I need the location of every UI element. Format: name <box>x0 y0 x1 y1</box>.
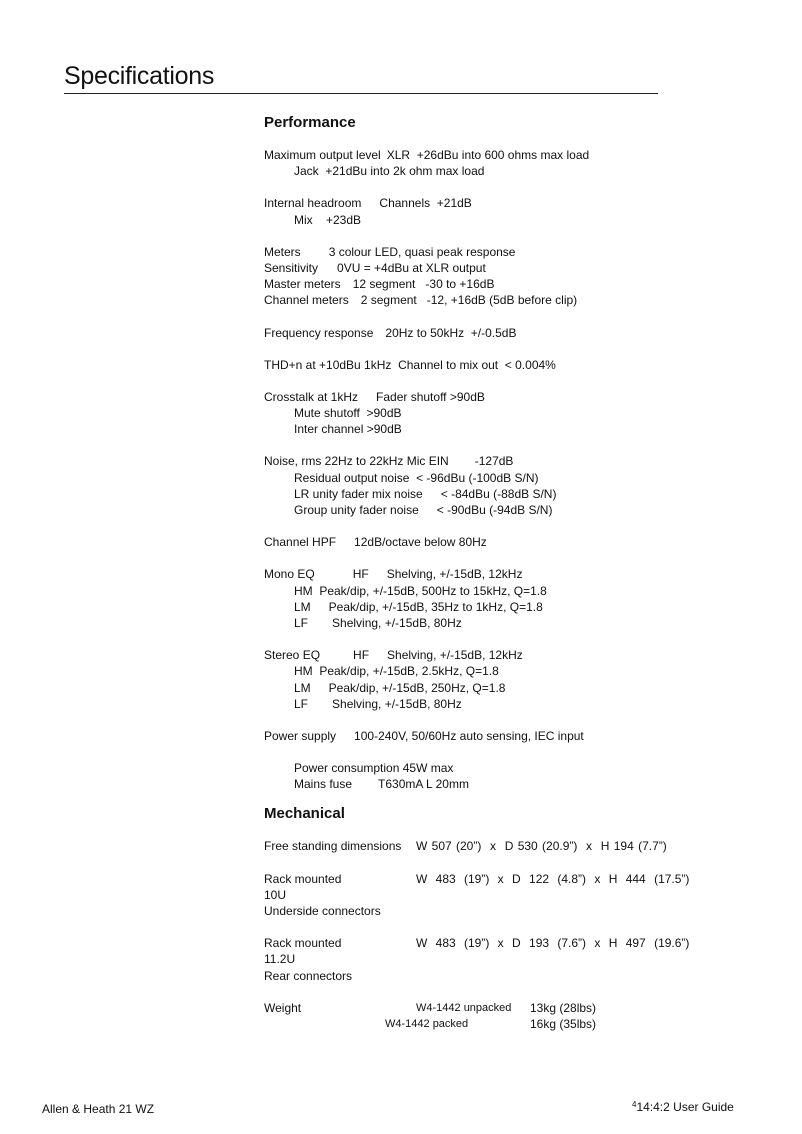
spec-content <box>264 113 784 1048</box>
rack-10u-note: Underside connectors <box>264 904 381 918</box>
footer-left: Allen & Heath 21 WZ <box>42 1102 155 1116</box>
rack-112u-size: 11.2U <box>264 952 296 967</box>
rack-10u-value: W 483 (19”) x D 122 (4.8”) x H 444 (17.5”) <box>416 871 690 886</box>
thd-text: THD+n at +10dBu 1kHz Channel to mix out < 0.004% <box>264 357 556 372</box>
crosstalk-inter: Inter channel >90dB <box>294 422 402 437</box>
rack-112u-label: Rack mounted <box>264 936 342 951</box>
power-supply-block <box>264 728 784 744</box>
stereo-eq-lm-band: LM <box>294 680 311 695</box>
mono-eq-block <box>264 566 784 631</box>
stereo-eq-lf-band: LF <box>294 696 309 711</box>
mono-eq-label: Mono EQ <box>264 567 315 582</box>
mono-eq-hf-value: Shelving, +/-15dB, 12kHz <box>386 567 523 582</box>
crosstalk-label: Crosstalk at 1kHz <box>264 389 359 404</box>
mono-eq-lf-value: Shelving, +/-15dB, 80Hz <box>332 615 462 630</box>
stereo-eq-hf-value: Shelving, +/-15dB, 12kHz <box>387 648 523 663</box>
frequency-label: Frequency response <box>264 325 374 340</box>
meters-value: 3 colour LED, quasi peak response <box>328 244 516 259</box>
mains-fuse-label: Mains fuse <box>294 777 353 792</box>
rack-10u-size: 10U <box>264 887 287 902</box>
channel-meters-label: Channel meters <box>264 293 349 308</box>
meters-label: Meters <box>264 244 301 259</box>
mono-eq-lm-value: Peak/dip, +/-15dB, 35Hz to 1kHz, Q=1.8 <box>328 599 543 614</box>
output-level-label: Maximum output level <box>264 148 381 162</box>
frequency-value: 20Hz to 50kHz +/-0.5dB <box>385 325 517 340</box>
power-supply-label: Power supply <box>264 728 337 743</box>
frequency-block <box>264 325 784 341</box>
stereo-eq-label: Stereo EQ <box>264 648 321 663</box>
weight-block <box>264 1000 784 1032</box>
output-level-xlr: XLR +26dBu into 600 ohms max load <box>386 148 590 162</box>
noise-lr-label: LR unity fader mix noise <box>294 486 423 501</box>
mono-eq-hm: HM Peak/dip, +/-15dB, 500Hz to 15kHz, Q=1.8 <box>294 583 547 598</box>
weight-packed-value: 16kg (35lbs) <box>530 1016 597 1031</box>
stereo-eq-lm-value: Peak/dip, +/-15dB, 250Hz, Q=1.8 <box>328 680 506 695</box>
crosstalk-fader: Fader shutoff >90dB <box>376 389 485 404</box>
hpf-block <box>264 534 784 550</box>
noise-label: Noise, rms 22Hz to 22kHz Mic EIN <box>264 454 449 469</box>
headroom-label: Internal headroom <box>264 196 362 211</box>
crosstalk-mute: Mute shutoff >90dB <box>294 406 402 421</box>
hpf-label: Channel HPF <box>264 535 337 550</box>
mono-eq-hf-band: HF <box>352 567 369 582</box>
noise-ein: -127dB <box>474 454 514 469</box>
free-standing-label: Free standing dimensions <box>264 839 402 854</box>
meters-block <box>264 244 784 309</box>
mechanical-heading: Mechanical <box>264 805 345 823</box>
stereo-eq-block <box>264 647 784 712</box>
headroom-mix: Mix +23dB <box>294 212 362 227</box>
footer-right <box>632 1100 734 1114</box>
crosstalk-block <box>264 389 784 438</box>
rack-112u-note: Rear connectors <box>264 968 353 983</box>
power-supply-value: 100-240V, 50/60Hz auto sensing, IEC input <box>354 728 584 743</box>
sensitivity-label: Sensitivity <box>264 260 319 275</box>
weight-unpacked-label: W4-1442 unpacked <box>416 1001 512 1014</box>
rack-10u-label: Rack mounted <box>264 871 342 886</box>
noise-group-label: Group unity fader noise <box>294 503 419 517</box>
page-title: Specifications <box>64 62 215 90</box>
rack-112u-block <box>264 935 784 984</box>
free-standing-value: W 507 (20”) x D 530 (20.9”) x H 194 (7.7”) <box>416 839 667 854</box>
stereo-eq-lf-value: Shelving, +/-15dB, 80Hz <box>332 696 462 711</box>
rack-112u-value: W 483 (19”) x D 193 (7.6”) x H 497 (19.6”) <box>416 936 690 951</box>
master-meters-label: Master meters <box>264 277 341 292</box>
footer-guide-title: 14:4:2 User Guide <box>636 1100 734 1114</box>
weight-label: Weight <box>264 1000 302 1015</box>
title-rule <box>64 93 658 94</box>
power-consumption-block <box>264 760 784 792</box>
output-level-block <box>264 147 784 179</box>
hpf-value: 12dB/octave below 80Hz <box>354 535 487 550</box>
master-meters-value: 12 segment -30 to +16dB <box>352 277 495 292</box>
mains-fuse-value: T630mA L 20mm <box>378 777 469 792</box>
performance-heading: Performance <box>264 114 356 131</box>
footer-page-number: 4 <box>632 1100 637 1109</box>
weight-packed-label: W4-1442 packed <box>385 1017 469 1030</box>
noise-residual: Residual output noise < -96dBu (-100dB S/N) <box>294 470 539 485</box>
channel-meters-value: 2 segment -12, +16dB (5dB before clip) <box>360 293 578 308</box>
stereo-eq-hf-band: HF <box>353 648 370 663</box>
mono-eq-lm-band: LM <box>294 599 311 614</box>
noise-group-value: < -90dBu (-94dB S/N) <box>436 503 553 517</box>
mono-eq-lf-band: LF <box>294 615 309 630</box>
thd-block <box>264 357 784 373</box>
rack-10u-block <box>264 871 784 920</box>
noise-block <box>264 453 784 518</box>
sensitivity-value: 0VU = +4dBu at XLR output <box>337 260 486 275</box>
headroom-block <box>264 195 784 227</box>
output-level-jack: Jack +21dBu into 2k ohm max load <box>294 164 485 179</box>
stereo-eq-hm: HM Peak/dip, +/-15dB, 2.5kHz, Q=1.8 <box>294 664 499 679</box>
weight-unpacked-value: 13kg (28lbs) <box>530 1000 597 1015</box>
power-consumption: Power consumption 45W max <box>294 761 454 776</box>
headroom-channels: Channels +21dB <box>379 196 472 211</box>
free-standing-block <box>264 838 784 854</box>
noise-lr-value: < -84dBu (-88dB S/N) <box>440 486 557 501</box>
